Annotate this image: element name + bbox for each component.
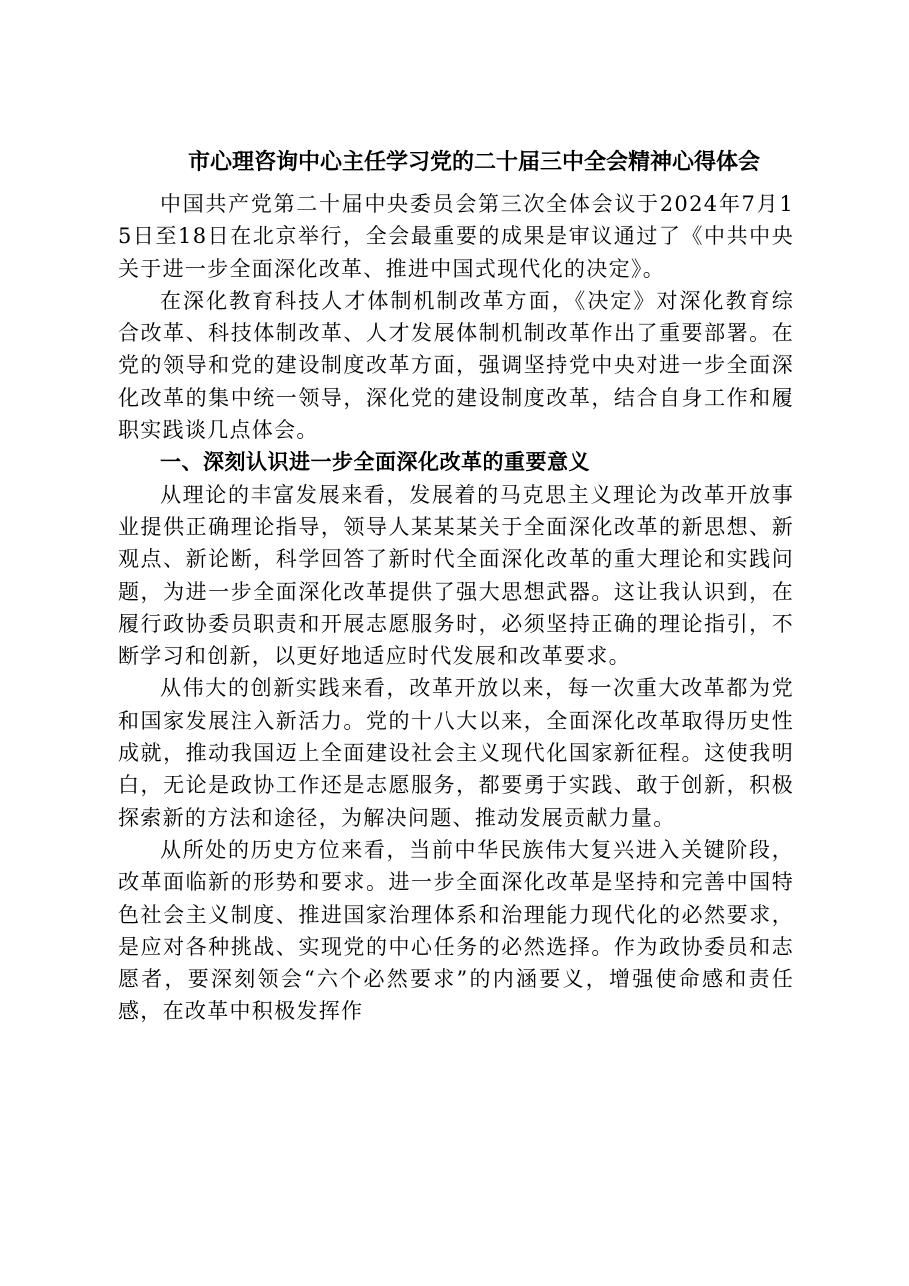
section1-paragraph-1: 从理论的丰富发展来看，发展着的马克思主义理论为改革开放事业提供正确理论指导，领导人某某某关于全面深化改革的新思想、新观点、新论断，科学回答了新时代全面深化改革的重大理论和实践问题，为进一步全面深化改革提供了强大思想武器。这让我认识到，在履行政协委员职责和开展志愿服务时，必须坚持正确的理论指引，不断学习和创新，以更好地适应时代发展和改革要求。 (118, 482, 794, 669)
section-heading-1: 一、深刻认识进一步全面深化改革的重要意义 (160, 450, 590, 475)
intro-paragraph-1: 中国共产党第二十届中央委员会第三次全体会议于2024年7月15日至18日在北京举行，全会最重要的成果是审议通过了《中共中央关于进一步全面深化改革、推进中国式现代化的决定》。 (118, 192, 794, 281)
document-page (118, 140, 794, 1028)
intro-paragraph-2: 在深化教育科技人才体制机制改革方面，《决定》对深化教育综合改革、科技体制改革、人才发展体制机制改革作出了重要部署。在党的领导和党的建设制度改革方面，强调坚持党中央对进一步全面深化改革的集中统一领导，深化党的建设制度改革，结合自身工作和履职实践谈几点体会。 (118, 288, 794, 443)
document-title: 市心理咨询中心主任学习党的二十届三中全会精神心得体会 (187, 149, 760, 175)
section1-paragraph-2: 从伟大的创新实践来看，改革开放以来，每一次重大改革都为党和国家发展注入新活力。党的十八大以来，全面深化改革取得历史性成就，推动我国迈上全面建设社会主义现代化国家新征程。这使我明白，无论是政协工作还是志愿服务，都要勇于实践、敢于创新，积极探索新的方法和途径，为解决问题、推动发展贡献力量。 (118, 676, 794, 830)
section1-paragraph-3: 从所处的历史方位来看，当前中华民族伟大复兴进入关键阶段，改革面临新的形势和要求。进一步全面深化改革是坚持和完善中国特色社会主义制度、推进国家治理体系和治理能力现代化的必然要求，是应对各种挑战、实现党的中心任务的必然选择。作为政协委员和志愿者，要深刻领会“六个必然要求”的内涵要义，增强使命感和责任感，在改革中积极发挥作 (118, 837, 794, 1024)
